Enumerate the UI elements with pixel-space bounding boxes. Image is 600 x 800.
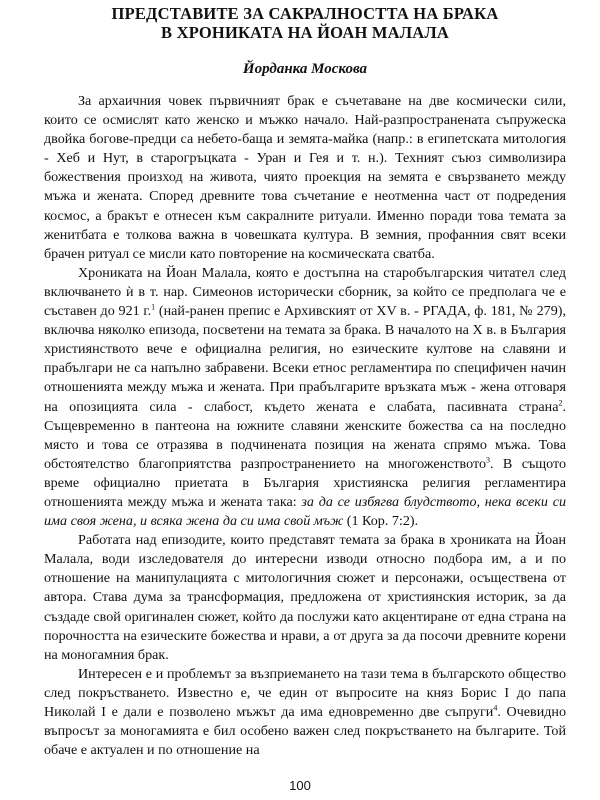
paragraph-3: Работата над епизодите, които представят темата за брака в хрониката на Йоан Малала, води изследователя до интересни изводи относно подбора им, а и по отношение на манипулацията с митологичния сюжет и персонажи, осъществена от автора. Става дума за трансформация, предложена от християнския историк, за да създаде свой оригинален сюжет, който да послужи като акцентиране от една страна на порочността на езическите божества и нрави, а от друга за да посочи древните корени на моногамния брак. xyxy=(44,532,566,663)
paragraph-2 xyxy=(44,264,566,531)
paragraph-4 xyxy=(44,665,566,760)
page-number: 100 xyxy=(289,778,311,793)
title-line-1: ПРЕДСТАВИТЕ ЗА САКРАЛНОСТТА НА БРАКА xyxy=(111,4,499,23)
paragraph-2-part-2: (най-ранен препис е Архивският от XV в. - РГАДА, ф. 181, № 279), включва няколко епизода, посветени на темата за брака. В началото на X в. в България християнството вече е официална религия, но езическите култове на славяни и прабългари не са напълно забравени. Всеки етнос регламентира по специфичен начин отношенията между мъжа и жената. При прабългарите връзката мъж - жена отговаря на опозицията сила - слабост, където жената е слабата, пасивната страна xyxy=(44,303,566,415)
paragraph-2-part-3: . Същевременно в пантеона на южните славяни женските божества са на последно място и това се отразява в подчинената позиция на жената спрямо мъжа. Това обстоятелство благоприятства разпространението на многоженството xyxy=(44,398,566,472)
author-name: Йорданка Москова xyxy=(242,61,368,77)
paragraph-4-part-1: Интересен е и проблемът за възприемането на тази тема в българското общество след покръстването. Известно е, че един от въпросите на княз Борис I до папа Николай I е дали е позволено мъжът да има едновременно две съпруги xyxy=(44,665,566,720)
article-body xyxy=(44,92,566,760)
title-line-2: В ХРОНИКАТА НА ЙОАН МАЛАЛА xyxy=(161,23,449,42)
paragraph-2-part-4: . В същото време официално приетата в България християнска религия регламентира отношенията между мъжа и жената така: xyxy=(44,455,567,510)
article-title xyxy=(44,4,566,42)
footnote-ref-3: 3 xyxy=(486,455,490,465)
paragraph-4-part-2: . Очевидно въпросът за моногамията е бил особено важен след покръстването на българите. Той обаче е актуален и по отношение на xyxy=(44,704,566,759)
paragraph-1: За архаичния човек първичният брак е съчетаване на две космически сили, които се осмислят като женско и мъжко начало. Най-разпространената съпружеска двойка богове-предци са небето-баща и земята-майка (напр.: в египетската митология - Хеб и Нут, в старогръцката - Уран и Гея и т. н.). Техният съюз символизира божествения произход на живота, чиято проекция на земята е свързването между мъжа и жената. Според древните това съчетание е неотменна част от подредения космос, а бракът е отнесен към сакралните ритуали. Именно поради това темата за женитбата е толкова важна в човешката култура. В земния, профанния свят всеки брачен ритуал се мисли като повторение на космическата сватба. xyxy=(44,93,566,262)
footnote-ref-1: 1 xyxy=(151,302,156,312)
paragraph-2-part-1: Хрониката на Йоан Малала, която е достъпна на старобългарския читател след включването ѝ в т. нар. Симеонов исторически сборник, за който се предполага че е съставен до 921 г. xyxy=(44,264,566,320)
footnote-ref-4: 4 xyxy=(493,703,498,713)
bible-reference: (1 Кор. 7:2). xyxy=(343,513,419,530)
bible-quote: за да се избягва блудството, нека всеки си има своя жена, и всяка жена да си има свой мъж xyxy=(44,493,566,530)
footnote-ref-2: 2 xyxy=(558,397,563,407)
